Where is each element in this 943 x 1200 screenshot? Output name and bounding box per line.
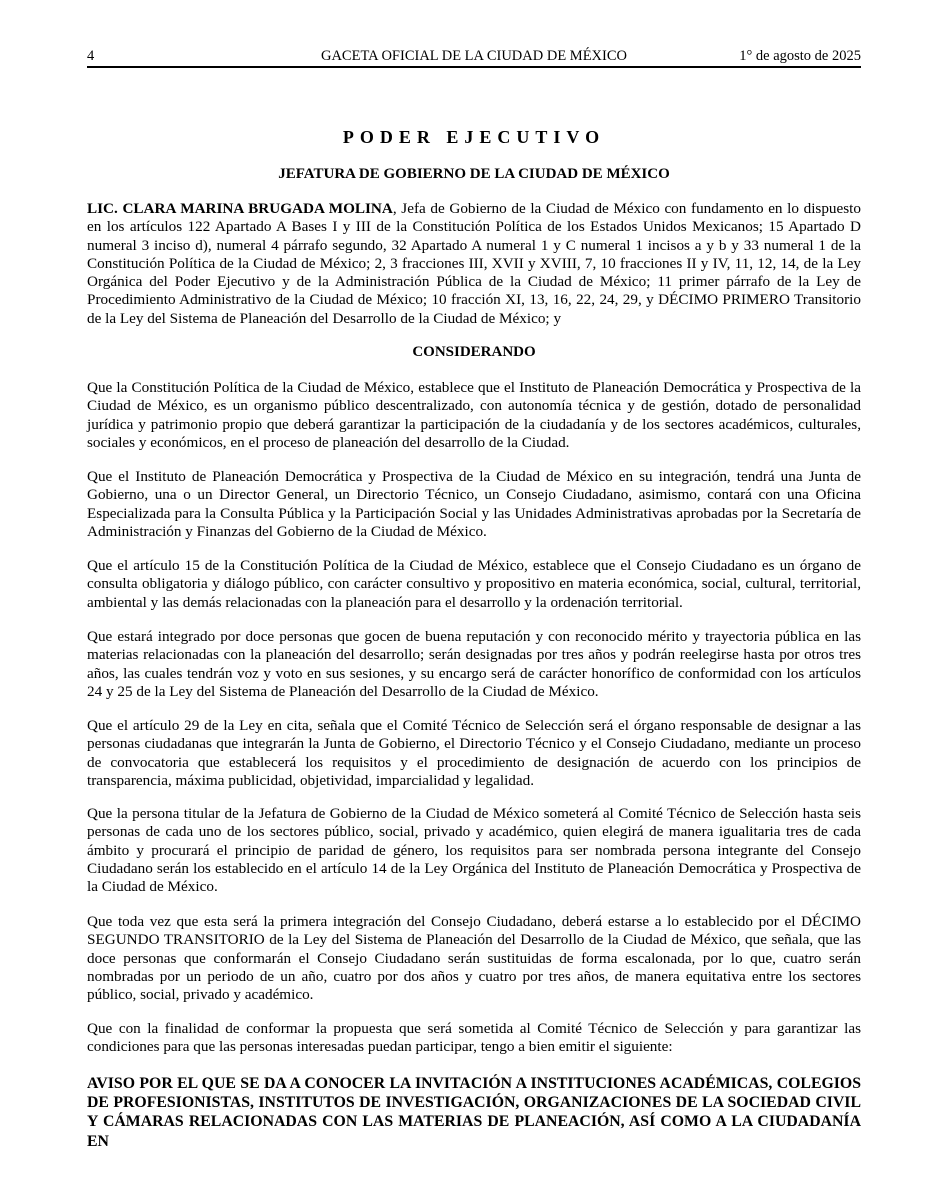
office-title: JEFATURA DE GOBIERNO DE LA CIUDAD DE MÉXICO (278, 166, 670, 182)
paragraph-4: Que estará integrado por doce personas que gocen de buena reputación y con reconocido mérito y trayectoria pública en las materias relacionadas con la planeación del desarrollo; serán designadas por tres años y podrán reelegirse hasta por otros tres años, las cuales tendrán voz y voto en sus sesiones, y su encargo será de carácter honorífico de conformidad con los artículos 24 y 25 de la Ley del Sistema de Planeación del Desarrollo de la Ciudad de México. (87, 628, 861, 700)
gazette-page (87, 0, 861, 1200)
paragraph-5: Que el artículo 29 de la Ley en cita, señala que el Comité Técnico de Selección será el órgano responsable de designar a las personas ciudadanas que integrarán la Junta de Gobierno, el Directorio Técnico y el Consejo Ciudadano, mediante un proceso de convocatoria que establecerá los requisitos y el procedimiento de designación de acuerdo con los principios de transparencia, máxima publicidad, objetividad, imparcialidad y legalidad. (87, 717, 861, 789)
paragraph-7: Que toda vez que esta será la primera integración del Consejo Ciudadano, deberá estarse a lo establecido por el DÉCIMO SEGUNDO TRANSITORIO de la Ley del Sistema de Planeación del Desarrollo de la Ciudad de México, que señala, que las doce personas que conformarán el Consejo Ciudadano serán sustituidas de forma escalonada, por lo que, cuatro serán nombradas por un periodo de un año, cuatro por dos años y cuatro por tres años, de manera equitativa entre los sectores público, social, privado y académico. (87, 913, 861, 1004)
paragraph-2: Que el Instituto de Planeación Democrática y Prospectiva de la Ciudad de México en su integración, tendrá una Junta de Gobierno, una o un Director General, un Directorio Técnico, un Consejo Ciudadano, asimismo, contará con una Oficina Especializada para la Consulta Pública y la Participación Social y las Unidades Administrativas aprobadas por la Secretaría de Administración y Finanzas del Gobierno de la Ciudad de México. (87, 468, 861, 540)
branch-title: PODER EJECUTIVO (342, 127, 606, 147)
header-rule (87, 66, 861, 68)
paragraph-6: Que la persona titular de la Jefatura de Gobierno de la Ciudad de México someterá al Comité Técnico de Selección hasta seis personas de cada uno de los sectores público, social, privado y académico, quien elegirá de manera igualitaria tres de cada ámbito y procurará el principio de paridad de género, los requisitos para ser nombrada persona integrante del Consejo Ciudadano serán los establecido en el artículo 14 de la Ley Orgánica del Instituto de Planeación Democrática y Prospectiva de la Ciudad de México. (87, 805, 861, 896)
notice-title: AVISO POR EL QUE SE DA A CONOCER LA INVITACIÓN A INSTITUCIONES ACADÉMICAS, COLEGIOS DE PROFESIONISTAS, INSTITUTOS DE INVESTIGACIÓN, ORGANIZACIONES DE LA SOCIEDAD CIVIL Y CÁMARAS RELACIONADAS CON LAS MATERIAS DE PLANEACIÓN, ASÍ COMO A LA CIUDADANÍA EN (87, 1075, 861, 1150)
paragraph-1: Que la Constitución Política de la Ciudad de México, establece que el Instituto de Planeación Democrática y Prospectiva de la Ciudad de México, es un organismo público descentralizado, con autonomía técnica y de gestión, dotado de personalidad jurídica y patrimonio propio que deberá garantizar la participación de la ciudadanía y de los sectores académicos, culturales, sociales y económicos, en el proceso de planeación del desarrollo de la Ciudad. (87, 379, 861, 451)
page-number: 4 (87, 48, 95, 64)
running-header (87, 47, 861, 65)
official-name: LIC. CLARA MARINA BRUGADA MOLINA (87, 200, 393, 217)
paragraph-3: Que el artículo 15 de la Constitución Política de la Ciudad de México, establece que el Consejo Ciudadano es un órgano de consulta obligatoria y diálogo público, con carácter consultivo y propositivo en materia económica, social, cultural, territorial, ambiental y las demás relacionadas con la planeación para el desarrollo y la ordenación territorial. (87, 557, 861, 611)
preamble-text: , Jefa de Gobierno de la Ciudad de México con fundamento en lo dispuesto en los artículos 122 Apartado A Bases I y III de la Constitución Política de los Estados Unidos Mexicanos; 15 Apartado D numeral 3 inciso d), numeral 4 párrafo segundo, 32 Apartado A numeral 1 y C numeral 1 incisos a y b y 33 numeral 1 de la Constitución Política de la Ciudad de México; 2, 3 fracciones III, XVII y XVIII, 7, 10 fracciones II y IV, 11, 12, 14, de la Ley Orgánica del Poder Ejecutivo y de la Administración Pública de la Ciudad de México; 11 primer párrafo de la Ley de Procedimiento Administrativo de la Ciudad de México; 10 fracción XI, 13, 16, 22, 24, 29, y DÉCIMO PRIMERO Transitorio de la Ley del Sistema de Planeación del Desarrollo de la Ciudad de México; y (87, 200, 861, 327)
gazette-title: GACETA OFICIAL DE LA CIUDAD DE MÉXICO (320, 48, 627, 64)
paragraph-8: Que con la finalidad de conformar la propuesta que será sometida al Comité Técnico de Selección y para garantizar las condiciones para que las personas interesadas puedan participar, tengo a bien emitir el siguiente: (87, 1020, 861, 1056)
issue-date: 1° de agosto de 2025 (739, 48, 861, 64)
considerando-heading: CONSIDERANDO (412, 344, 536, 360)
preamble-paragraph (87, 200, 861, 328)
